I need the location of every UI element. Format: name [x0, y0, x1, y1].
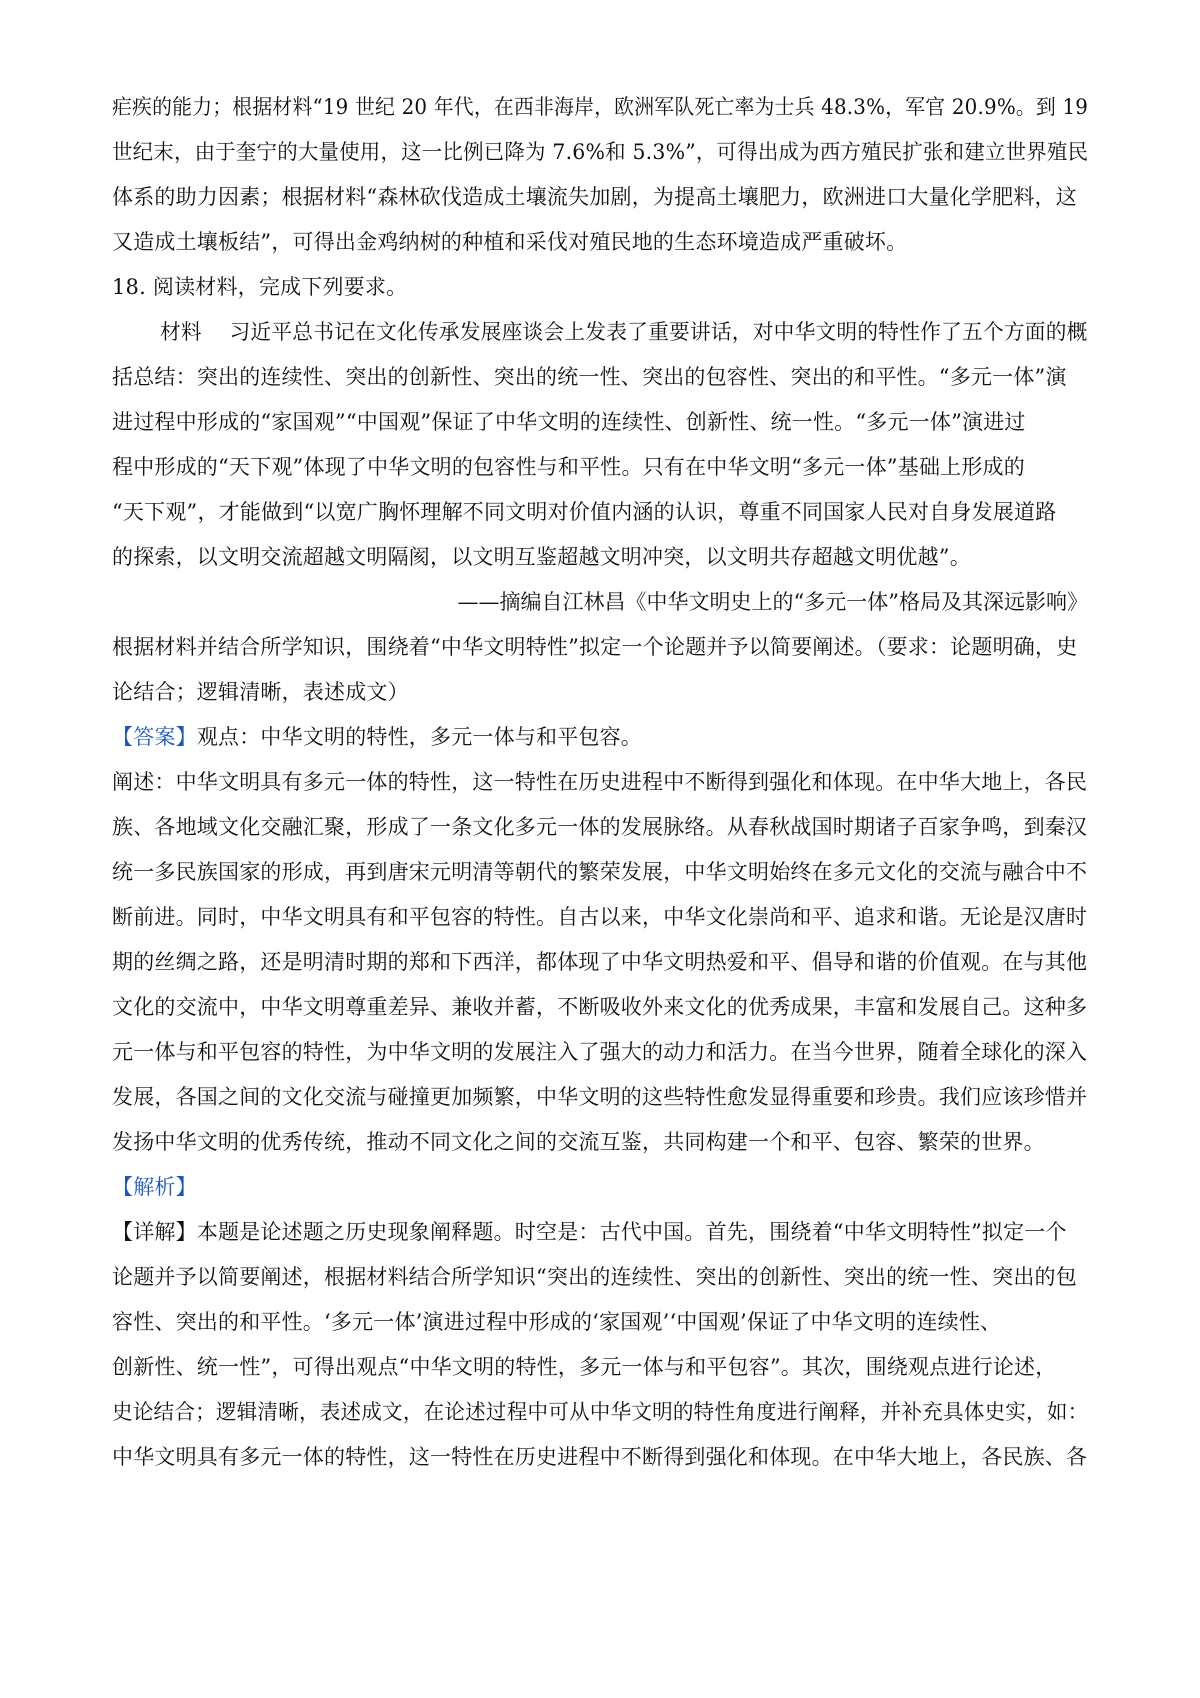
answer-line: 发展，各国之间的文化交流与碰撞更加频繁，中华文明的这些特性愈发显得重要和珍贵。我们应该珍惜并 [112, 1085, 1088, 1109]
continuation-line: 世纪末，由于奎宁的大量使用，这一比例已降为 7.6%和 5.3%”，可得出成为西方殖民扩张和建立世界殖民 [112, 140, 1089, 164]
answer-tag: 【答案】 [112, 725, 197, 749]
continuation-line: 疟疾的能力；根据材料“19 世纪 20 年代，在西非海岸，欧洲军队死亡率为士兵 48.3%，军官 20.9%。到 19 [112, 95, 1089, 119]
question-stem: 18. 阅读材料，完成下列要求。 [112, 275, 408, 299]
answer-line: 期的丝绸之路，还是明清时期的郑和下西洋，都体现了中华文明热爱和平、倡导和谐的价值观。在与其他 [112, 950, 1088, 974]
continuation-line: 又造成土壤板结”，可得出金鸡纳树的种植和采伐对殖民地的生态环境造成严重破坏。 [112, 230, 908, 254]
continuation-line: 体系的助力因素；根据材料“森林砍伐造成土壤流失加剧，为提高土壤肥力，欧洲进口大量化学肥料，这 [112, 185, 1077, 209]
detail-line: 史论结合；逻辑清晰，表述成文，在论述过程中可从中华文明的特性角度进行阐释，并补充具体史实，如： [112, 1400, 1089, 1424]
material-line [160, 317, 1088, 347]
answer-line: 文化的交流中，中华文明尊重差异、兼收并蓄，不断吸收外来文化的优秀成果，丰富和发展自己。这种多 [112, 995, 1088, 1019]
detail-text: 本题是论述题之历史现象阐释题。时空是：古代中国。首先，围绕着“中华文明特性”拟定一个 [196, 1220, 1067, 1244]
answer-viewpoint: 观点：中华文明的特性，多元一体与和平包容。 [196, 725, 643, 749]
answer-line: 阐述：中华文明具有多元一体的特性，这一特性在历史进程中不断得到强化和体现。在中华大地上，各民 [112, 770, 1088, 794]
material-line: 括总结：突出的连续性、突出的创新性、突出的统一性、突出的包容性、突出的和平性。“多元一体”演 [112, 365, 1067, 389]
material-line: 程中形成的“天下观”体现了中华文明的包容性与和平性。只有在中华文明“多元一体”基础上形成的 [112, 455, 1025, 479]
material-line: 的探索，以文明交流超越文明隔阂，以文明互鉴超越文明冲突，以文明共存超越文明优越”。 [112, 545, 971, 569]
task-line: 根据材料并结合所学知识，围绕着“中华文明特性”拟定一个论题并予以简要阐述。（要求：论题明确，史 [112, 635, 1078, 659]
detail-line: 创新性、统一性”，可得出观点“中华文明的特性，多元一体与和平包容”。其次，围绕观点进行论述， [112, 1355, 1057, 1379]
detail-tag: 【详解】 [112, 1220, 197, 1244]
answer-line: 断前进。同时，中华文明具有和平包容的特性。自古以来，中华文化崇尚和平、追求和谐。无论是汉唐时 [112, 905, 1088, 929]
answer-viewpoint-line [112, 722, 642, 752]
material-attribution: ——摘编自江林昌《中华文明史上的“多元一体”格局及其深远影响》 [457, 590, 1088, 614]
material-label: 材料 [160, 320, 202, 344]
analysis-tag: 【解析】 [112, 1175, 197, 1199]
detail-first-line [112, 1217, 1067, 1247]
material-text: 习近平总书记在文化传承发展座谈会上发表了重要讲话，对中华文明的特性作了五个方面的概 [229, 320, 1088, 344]
material-line: “天下观”，才能做到“以宽广胸怀理解不同文明对价值内涵的认识，尊重不同国家人民对自身发展道路 [112, 500, 1057, 524]
answer-line: 族、各地域文化交融汇聚，形成了一条文化多元一体的发展脉络。从春秋战国时期诸子百家争鸣，到秦汉 [112, 815, 1088, 839]
detail-line: 论题并予以简要阐述，根据材料结合所学知识“突出的连续性、突出的创新性、突出的统一性、突出的包 [112, 1265, 1077, 1289]
answer-line: 元一体与和平包容的特性，为中华文明的发展注入了强大的动力和活力。在当今世界，随着全球化的深入 [112, 1040, 1088, 1064]
detail-line: 容性、突出的和平性。‘多元一体’演进过程中形成的‘家国观’‘中国观’保证了中华文明的连续性、 [112, 1310, 1002, 1334]
answer-line: 统一多民族国家的形成，再到唐宋元明清等朝代的繁荣发展，中华文明始终在多元文化的交流与融合中不 [112, 860, 1088, 884]
material-line: 进过程中形成的“家国观”“中国观”保证了中华文明的连续性、创新性、统一性。“多元一体”演进过 [112, 410, 1026, 434]
detail-line: 中华文明具有多元一体的特性，这一特性在历史进程中不断得到强化和体现。在中华大地上，各民族、各 [112, 1445, 1088, 1469]
task-line: 论结合；逻辑清晰，表述成文） [112, 680, 409, 704]
answer-line: 发扬中华文明的优秀传统，推动不同文化之间的交流互鉴，共同构建一个和平、包容、繁荣的世界。 [112, 1130, 1045, 1154]
